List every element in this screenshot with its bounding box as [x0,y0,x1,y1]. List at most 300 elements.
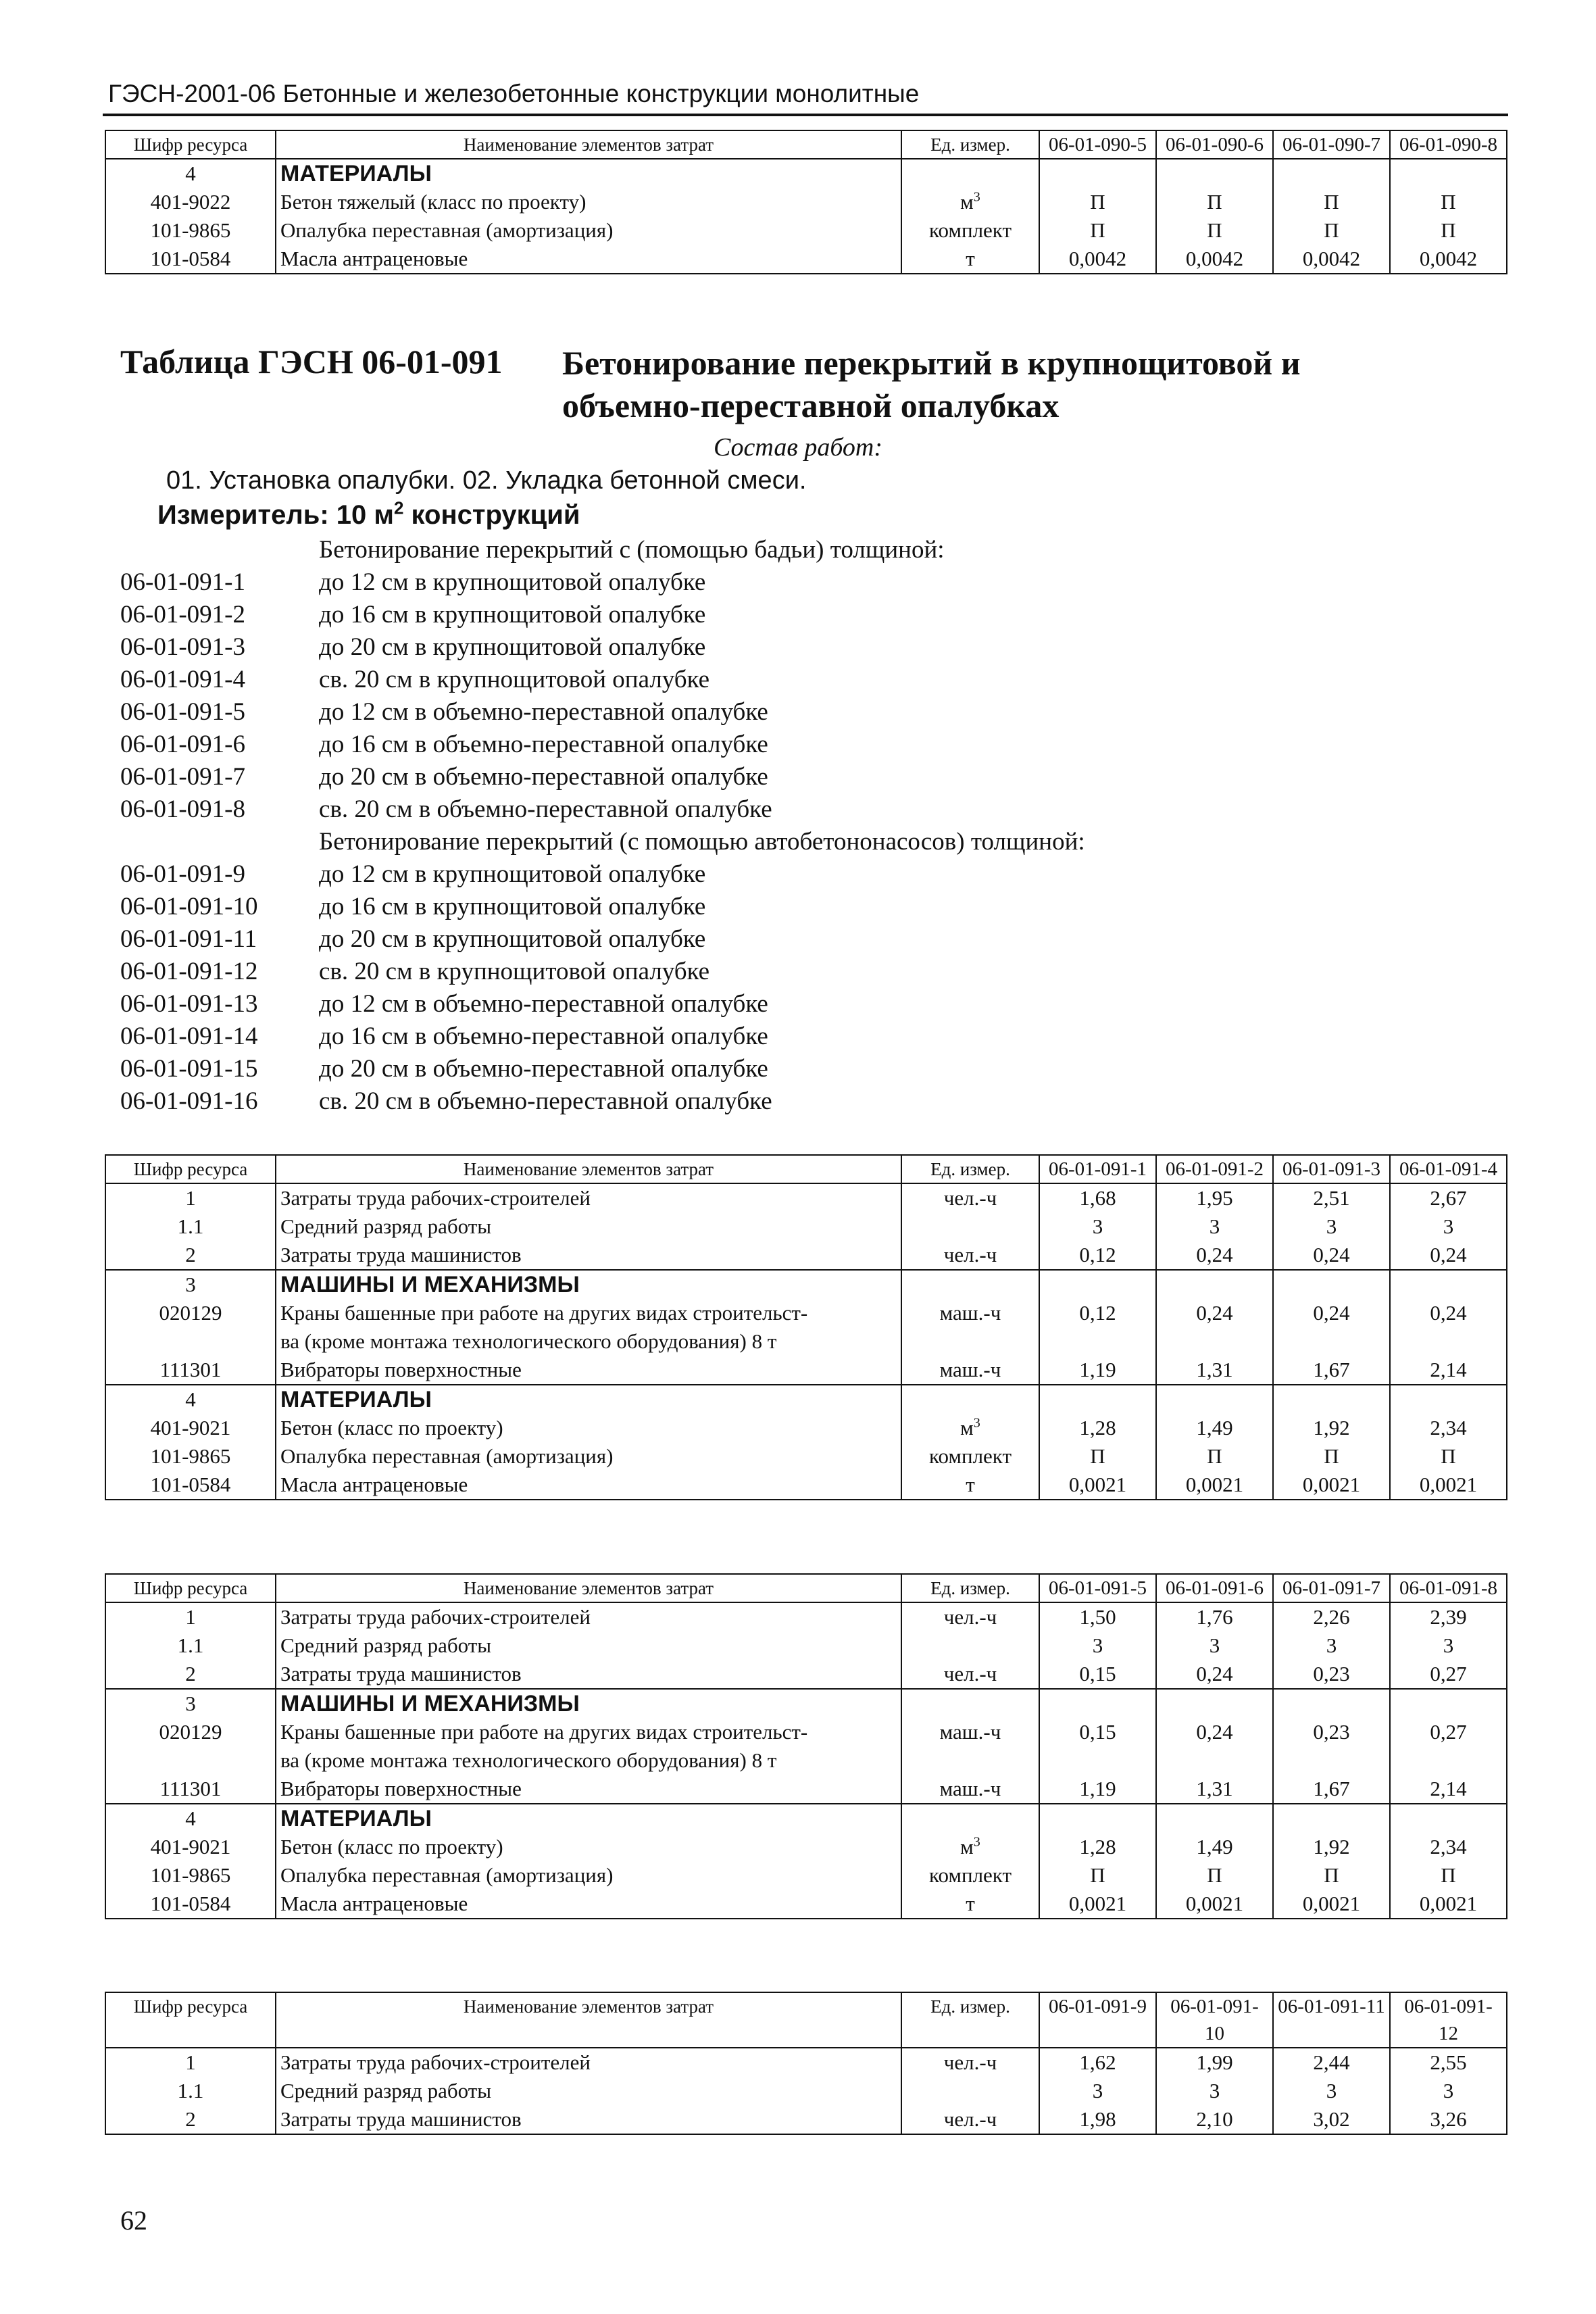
resource-unit [901,1183,1039,1212]
resource-unit [901,2048,1039,2077]
norm-value: 3 [1390,1631,1507,1660]
norm-value: 1,28 [1039,1833,1156,1861]
resource-name: Вибраторы поверхностные [276,1775,901,1804]
norm-value: 0,24 [1390,1299,1507,1327]
norm-description: до 20 см в крупнощитовой опалубке [319,925,706,953]
norm-value: П [1156,216,1273,245]
col-header-code: Шифр ресурса [105,130,276,159]
norm-value: П [1156,1861,1273,1890]
resource-name: МАТЕРИАЛЫ [276,1385,901,1414]
norm-value: 2,34 [1390,1414,1507,1442]
norm-value: 2,14 [1390,1356,1507,1385]
resource-unit [901,1270,1039,1299]
resource-unit [901,1804,1039,1833]
norm-list-bucket [120,534,1472,826]
norm-value: 1,68 [1039,1183,1156,1212]
norm-value [1390,1270,1507,1299]
unit-text: чел.-ч [943,2107,997,2131]
meter-unit [157,497,580,531]
unit-text: чел.-ч [943,2050,997,2074]
norm-value: 0,0021 [1156,1471,1273,1500]
resource-name: Затраты труда машинистов [276,1660,901,1689]
norm-code: 06-01-091-10 [120,893,258,920]
resource-code: 2 [105,1241,276,1270]
resource-name: Вибраторы поверхностные [276,1356,901,1385]
norm-value: 1,19 [1039,1775,1156,1804]
norm-value: 1,28 [1039,1414,1156,1442]
resource-row [105,1660,1507,1689]
norm-value: 3 [1273,1631,1390,1660]
norm-value: П [1039,1861,1156,1890]
resource-code: 111301 [105,1775,276,1804]
resource-code: 1 [105,1602,276,1631]
norm-description: св. 20 см в крупнощитовой опалубке [319,666,710,693]
norm-code: 06-01-091-6 [120,731,245,758]
resource-name: Бетон (класс по проекту) [276,1833,901,1861]
works-list: 01. Установка опалубки. 02. Укладка бетонной смеси. [166,466,807,495]
norm-code: 06-01-091-4 [120,666,245,693]
resource-name-cont: ва (кроме монтажа технологического оборудования) 8 т [276,1327,901,1356]
col-header-unit: Ед. измер. [901,1574,1039,1602]
unit-text: чел.-ч [943,1605,997,1629]
col-header-code: Шифр ресурса [105,1155,276,1183]
unit-text: чел.-ч [943,1243,997,1266]
norm-value: 0,0042 [1039,245,1156,274]
norm-description: св. 20 см в объемно-переставной опалубке [319,795,772,823]
norm-value: П [1039,1442,1156,1471]
section-row [105,1270,1507,1299]
unit-text: т [966,1473,975,1496]
resource-name: МАТЕРИАЛЫ [276,159,901,188]
norm-value: П [1039,216,1156,245]
col-header-norm: 06-01-091-3 [1273,1155,1390,1183]
norm-value: 0,24 [1156,1718,1273,1746]
norm-value: 0,0021 [1273,1471,1390,1500]
unit-text: чел.-ч [943,1662,997,1685]
resource-name: Бетон (класс по проекту) [276,1414,901,1442]
unit-text: маш.-ч [939,1777,1001,1800]
resource-unit [901,1414,1039,1442]
empty-cell [1273,1746,1390,1775]
col-header-norm: 06-01-090-8 [1390,130,1507,159]
resource-name: Опалубка переставная (амортизация) [276,216,901,245]
norm-value: 3 [1390,1212,1507,1241]
header-row [105,1992,1507,2048]
resource-row-continuation [105,1327,1507,1356]
norm-value: П [1390,1442,1507,1471]
norm-value: 3,02 [1273,2105,1390,2134]
col-header-norm: 06-01-091-2 [1156,1155,1273,1183]
norm-value [1273,159,1390,188]
norm-value: 3 [1273,2077,1390,2105]
resource-code: 1 [105,1183,276,1212]
norm-value: 1,67 [1273,1775,1390,1804]
norm-value: 0,0042 [1390,245,1507,274]
norm-value: 0,24 [1156,1299,1273,1327]
norm-description: до 20 см в крупнощитовой опалубке [319,633,706,661]
resource-name: Масла антраценовые [276,245,901,274]
norm-item [120,891,1472,923]
resource-name: Масла антраценовые [276,1890,901,1919]
col-header-norm: 06-01-090-5 [1039,130,1156,159]
composition-label: Состав работ: [713,433,883,462]
header-rule [103,114,1508,116]
norm-value [1039,159,1156,188]
table-title-number: Таблица ГЭСН 06-01-091 [120,343,503,380]
resource-row [105,2105,1507,2134]
norm-item [120,1085,1472,1118]
norm-code: 06-01-091-12 [120,958,258,985]
unit-sup: 3 [973,1415,980,1431]
norm-value: 0,12 [1039,1299,1156,1327]
norm-value: 3 [1390,2077,1507,2105]
unit-text: м [960,190,974,214]
norm-code: 06-01-091-1 [120,568,245,596]
resource-name: Краны башенные при работе на других видах строительст- [276,1299,901,1327]
norm-value: 3 [1039,1631,1156,1660]
norm-value: 0,24 [1390,1241,1507,1270]
empty-cell [1039,1746,1156,1775]
resource-row [105,1718,1507,1746]
resource-code: 101-0584 [105,245,276,274]
table-title-description: Бетонирование перекрытий в крупнощитовой и объемно-переставной опалубках [562,344,1301,424]
resource-unit [901,159,1039,188]
header-row [105,1574,1507,1602]
resource-unit [901,1631,1039,1660]
norm-value: 1,49 [1156,1833,1273,1861]
unit-text: чел.-ч [943,1186,997,1210]
norm-value [1390,1804,1507,1833]
norm-item [120,729,1472,761]
col-header-unit: Ед. измер. [901,1155,1039,1183]
resource-unit [901,1689,1039,1718]
col-header-norm: 06-01-091-7 [1273,1574,1390,1602]
empty-cell [1156,1327,1273,1356]
resource-code: 020129 [105,1299,276,1327]
col-header-norm: 06-01-091-4 [1390,1155,1507,1183]
norm-value [1156,159,1273,188]
norm-value: 2,10 [1156,2105,1273,2134]
resource-code: 4 [105,1385,276,1414]
meter-sup: 2 [393,497,404,518]
resource-code: 2 [105,2105,276,2134]
section-row [105,1385,1507,1414]
norm-value: 0,23 [1273,1718,1390,1746]
empty-cell [1390,1327,1507,1356]
norm-value: 2,26 [1273,1602,1390,1631]
resource-code: 111301 [105,1356,276,1385]
resource-unit [901,1718,1039,1746]
resource-row-continuation [105,1746,1507,1775]
resource-code: 1.1 [105,2077,276,2105]
norm-value: 3 [1156,1212,1273,1241]
resource-table-091-5-8 [105,1573,1507,1919]
norm-value: П [1156,188,1273,216]
norm-value: 1,67 [1273,1356,1390,1385]
header-row [105,1155,1507,1183]
resource-unit [901,1471,1039,1500]
norm-code: 06-01-091-11 [120,925,257,953]
norm-value: 1,50 [1039,1602,1156,1631]
empty-cell [1039,1327,1156,1356]
norm-value [1156,1270,1273,1299]
page-number: 62 [120,2205,147,2236]
resource-name: Масла антраценовые [276,1471,901,1500]
norm-description: до 16 см в объемно-переставной опалубке [319,731,768,758]
meter-label: Измеритель: 10 м [157,500,394,530]
resource-name-cont: ва (кроме монтажа технологического оборудования) 8 т [276,1746,901,1775]
norm-value: П [1390,216,1507,245]
norm-value: 1,99 [1156,2048,1273,2077]
resource-code: 3 [105,1270,276,1299]
norm-value: 0,0021 [1039,1890,1156,1919]
norm-description: до 20 см в объемно-переставной опалубке [319,763,768,791]
norm-item [120,923,1472,956]
resource-name: Затраты труда рабочих-строителей [276,1602,901,1631]
col-header-norm: 06-01-091-5 [1039,1574,1156,1602]
col-header-code: Шифр ресурса [105,1992,276,2048]
resource-name: Средний разряд работы [276,1631,901,1660]
unit-text: маш.-ч [939,1720,1001,1744]
norm-value [1039,1689,1156,1718]
norm-description: св. 20 см в крупнощитовой опалубке [319,958,710,985]
empty-cell [901,1327,1039,1356]
resource-code: 2 [105,1660,276,1689]
norm-description: до 20 см в объемно-переставной опалубке [319,1055,768,1083]
norm-code: 06-01-091-2 [120,601,245,629]
resource-code: 401-9021 [105,1833,276,1861]
norm-value: П [1273,216,1390,245]
norm-value: 0,0021 [1273,1890,1390,1919]
col-header-name: Наименование элементов затрат [276,1992,901,2048]
col-header-norm: 06-01-090-7 [1273,130,1390,159]
resource-unit [901,1385,1039,1414]
resource-name: МАТЕРИАЛЫ [276,1804,901,1833]
empty-cell [901,1746,1039,1775]
norm-value [1390,1689,1507,1718]
norm-value: 3,26 [1390,2105,1507,2134]
norm-value [1039,1804,1156,1833]
norm-value: П [1156,1442,1273,1471]
norm-value: 1,92 [1273,1414,1390,1442]
col-header-name: Наименование элементов затрат [276,130,901,159]
norm-value: 1,19 [1039,1356,1156,1385]
norm-value: 0,0042 [1156,245,1273,274]
resource-name: МАШИНЫ И МЕХАНИЗМЫ [276,1270,901,1299]
resource-code: 1.1 [105,1631,276,1660]
empty-cell [1156,1746,1273,1775]
norm-value [1039,1270,1156,1299]
norm-item [120,664,1472,696]
norm-value: 0,27 [1390,1718,1507,1746]
resource-unit [901,2105,1039,2134]
norm-value: 0,23 [1273,1660,1390,1689]
norm-item [120,793,1472,826]
norm-value: П [1273,188,1390,216]
col-header-unit: Ед. измер. [901,130,1039,159]
norm-value: 1,98 [1039,2105,1156,2134]
norm-value: 0,24 [1156,1241,1273,1270]
norm-value: 1,62 [1039,2048,1156,2077]
resource-name: Затраты труда рабочих-строителей [276,1183,901,1212]
norm-value: 2,14 [1390,1775,1507,1804]
norm-value: 0,0042 [1273,245,1390,274]
resource-row [105,216,1507,245]
norm-item [120,858,1472,891]
header-row [105,130,1507,159]
resource-unit [901,1602,1039,1631]
resource-unit [901,216,1039,245]
unit-text: маш.-ч [939,1301,1001,1325]
norm-value: 0,12 [1039,1241,1156,1270]
resource-unit [901,1660,1039,1689]
resource-code: 1.1 [105,1212,276,1241]
norm-value: П [1390,1861,1507,1890]
norm-value: 0,15 [1039,1660,1156,1689]
resource-unit [901,188,1039,216]
col-header-norm: 06-01-090-6 [1156,130,1273,159]
norm-code: 06-01-091-15 [120,1055,258,1083]
norm-value [1156,1689,1273,1718]
resource-row [105,2077,1507,2105]
resource-code: 401-9022 [105,188,276,216]
norm-description: до 16 см в объемно-переставной опалубке [319,1023,768,1050]
norm-value [1273,1804,1390,1833]
norm-value [1156,1385,1273,1414]
norm-value: 1,92 [1273,1833,1390,1861]
norm-value: 0,24 [1273,1299,1390,1327]
unit-text: т [966,1892,975,1915]
norm-item [120,761,1472,793]
norm-code: 06-01-091-14 [120,1023,258,1050]
meter-suffix: конструкций [403,500,580,530]
resource-name: Затраты труда машинистов [276,1241,901,1270]
col-header-norm: 06-01-091-11 [1273,1992,1390,2048]
resource-row [105,1471,1507,1500]
resource-table-091-1-4 [105,1154,1507,1500]
resource-row [105,245,1507,274]
section-row [105,1689,1507,1718]
resource-row [105,2048,1507,2077]
norm-item [120,696,1472,729]
resource-code: 020129 [105,1718,276,1746]
resource-code: 401-9021 [105,1414,276,1442]
norm-value [1390,159,1507,188]
section-row [105,1804,1507,1833]
norm-value: 0,0021 [1156,1890,1273,1919]
norm-item [120,956,1472,988]
norm-value: 3 [1156,2077,1273,2105]
resource-table-090 [105,130,1507,274]
unit-sup: 3 [973,189,980,205]
norm-description: до 12 см в объемно-переставной опалубке [319,990,768,1018]
unit-sup: 3 [973,1834,980,1850]
resource-unit [901,1299,1039,1327]
norm-value: 1,49 [1156,1414,1273,1442]
resource-unit [901,1861,1039,1890]
resource-name: Опалубка переставная (амортизация) [276,1442,901,1471]
norm-item [120,599,1472,631]
norm-code: 06-01-091-7 [120,763,245,791]
norm-value: П [1273,1442,1390,1471]
resource-row [105,188,1507,216]
norm-value: 0,27 [1390,1660,1507,1689]
norm-code: 06-01-091-13 [120,990,258,1018]
norm-value: 3 [1273,1212,1390,1241]
col-header-name: Наименование элементов затрат [276,1574,901,1602]
norm-value: 1,31 [1156,1775,1273,1804]
section-row [105,159,1507,188]
norm-value: 3 [1039,1212,1156,1241]
norm-list-pump [120,826,1472,1118]
norm-description: до 12 см в крупнощитовой опалубке [319,568,706,596]
col-header-norm: 06-01-091-1 [1039,1155,1156,1183]
resource-unit [901,1775,1039,1804]
norm-item [120,631,1472,664]
norm-value: 2,34 [1390,1833,1507,1861]
norm-code: 06-01-091-8 [120,795,245,823]
norm-value: П [1273,1861,1390,1890]
norm-value: 1,95 [1156,1183,1273,1212]
norm-value: 3 [1156,1631,1273,1660]
resource-unit [901,1212,1039,1241]
norm-value: 3 [1039,2077,1156,2105]
norm-value: 0,0021 [1390,1471,1507,1500]
col-header-norm: 06-01-091-10 [1156,1992,1273,2048]
resource-row [105,1183,1507,1212]
norm-value: 2,51 [1273,1183,1390,1212]
resource-unit [901,1890,1039,1919]
resource-row [105,1602,1507,1631]
norm-value: 1,76 [1156,1602,1273,1631]
norm-value [1273,1385,1390,1414]
col-header-norm: 06-01-091-8 [1390,1574,1507,1602]
unit-text: т [966,247,975,270]
norm-description: св. 20 см в объемно-переставной опалубке [319,1087,772,1115]
norm-value: 2,39 [1390,1602,1507,1631]
list-heading: Бетонирование перекрытий (с помощью автобетононасосов) толщиной: [319,828,1085,856]
resource-name: Затраты труда рабочих-строителей [276,2048,901,2077]
resource-code: 101-0584 [105,1471,276,1500]
resource-code: 1 [105,2048,276,2077]
resource-unit [901,2077,1039,2105]
resource-code-empty [105,1327,276,1356]
norm-description: до 12 см в крупнощитовой опалубке [319,860,706,888]
empty-cell [1273,1327,1390,1356]
resource-unit [901,1442,1039,1471]
empty-cell [1390,1746,1507,1775]
norm-code: 06-01-091-16 [120,1087,258,1115]
norm-value: П [1039,188,1156,216]
resource-code: 101-9865 [105,216,276,245]
col-header-norm: 06-01-091-9 [1039,1992,1156,2048]
norm-value: 2,44 [1273,2048,1390,2077]
resource-row [105,1212,1507,1241]
norm-item [120,988,1472,1020]
norm-item [120,1020,1472,1053]
norm-value [1273,1270,1390,1299]
resource-table-091-9-12 [105,1992,1507,2135]
resource-row [105,1299,1507,1327]
norm-value: 0,24 [1156,1660,1273,1689]
norm-value: 1,31 [1156,1356,1273,1385]
norm-value: 2,55 [1390,2048,1507,2077]
resource-unit [901,1241,1039,1270]
norm-value: 2,67 [1390,1183,1507,1212]
resource-code: 101-9865 [105,1861,276,1890]
resource-unit [901,1833,1039,1861]
list-heading: Бетонирование перекрытий с (помощью бадьи) толщиной: [319,536,945,564]
